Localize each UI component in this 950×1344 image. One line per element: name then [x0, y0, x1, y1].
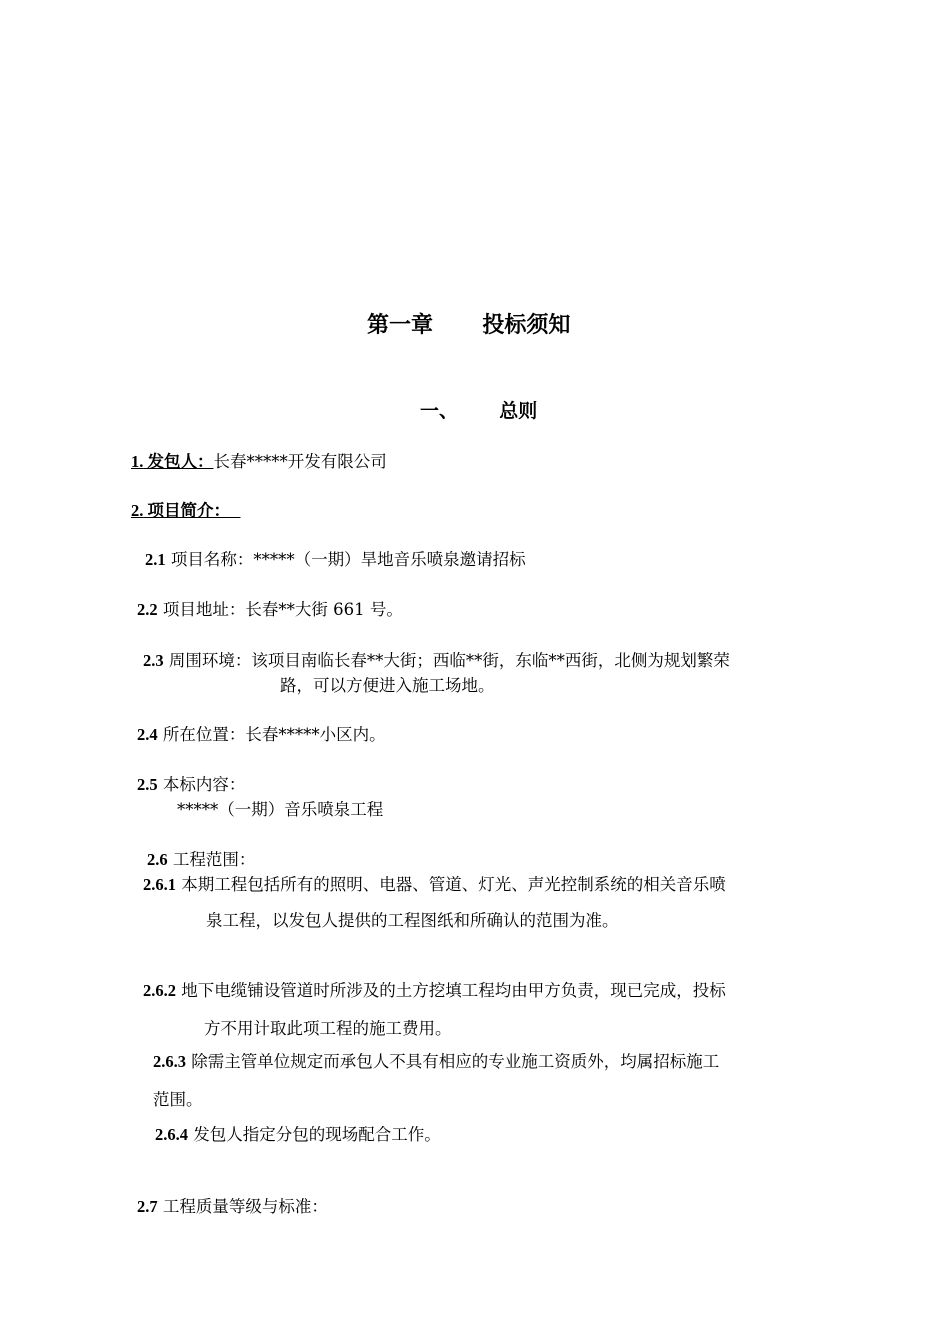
item-2-3	[143, 647, 730, 671]
item-2-2-number: 2.2	[137, 600, 158, 619]
item-2-6-3-line-2: 范围。	[153, 1090, 203, 1109]
section-title: 总则	[499, 400, 538, 422]
item-2-1-text: 项目名称：*****（一期）旱地音乐喷泉邀请招标	[170, 550, 526, 569]
item-2-6-4	[155, 1121, 441, 1145]
item-2-3-number: 2.3	[143, 651, 164, 670]
item-2-7-number: 2.7	[137, 1197, 158, 1216]
item-2-6-3-line-1: 除需主管单位规定而承包人不具有相应的专业施工资质外，均属招标施工	[191, 1052, 720, 1071]
item-2-6-4-text: 发包人指定分包的现场配合工作。	[193, 1125, 441, 1144]
item-1-label: 发包人：	[147, 452, 214, 471]
item-2-6-text: 工程范围：	[172, 850, 256, 869]
item-2-2-text: 项目地址：长春**大街 661 号。	[162, 600, 403, 619]
item-2-4-text: 所在位置：长春*****小区内。	[162, 725, 386, 744]
section-number: 一、	[420, 400, 459, 422]
item-1-value: 长春*****开发有限公司	[213, 452, 387, 471]
chapter-heading	[367, 308, 570, 339]
item-2-1-number: 2.1	[145, 550, 166, 569]
item-2-4	[137, 721, 386, 745]
item-2-3-line-1: 周围环境：该项目南临长春**大街；西临**街，东临**西街，北侧为规划繁荣	[168, 651, 730, 670]
item-2-5-line-1: 本标内容：	[162, 775, 246, 794]
item-2-7-text: 工程质量等级与标准：	[162, 1197, 328, 1216]
item-2-6-2	[143, 977, 726, 1001]
item-2-6-1-line-2: 泉工程，以发包人提供的工程图纸和所确认的范围为准。	[206, 911, 619, 930]
item-2-6-4-number: 2.6.4	[155, 1125, 188, 1144]
item-2-2	[137, 596, 403, 620]
item-2-6	[147, 846, 255, 870]
item-2-number: 2.	[131, 501, 144, 520]
item-2-6-3	[153, 1048, 719, 1072]
item-2-5-number: 2.5	[137, 775, 158, 794]
item-2-6-2-line-2: 方不用计取此项工程的施工费用。	[204, 1019, 452, 1038]
item-2-6-1	[143, 871, 726, 895]
item-1	[131, 448, 387, 472]
item-2-5	[137, 771, 245, 795]
section-heading	[420, 396, 537, 423]
item-2-6-1-number: 2.6.1	[143, 875, 176, 894]
item-2-1	[145, 546, 526, 570]
item-2-6-3-number: 2.6.3	[153, 1052, 186, 1071]
item-2-6-2-line-1: 地下电缆铺设管道时所涉及的土方挖填工程均由甲方负责，现已完成，投标	[181, 981, 726, 1000]
item-2	[131, 497, 241, 521]
item-2-7	[137, 1193, 328, 1217]
item-2-6-2-number: 2.6.2	[143, 981, 176, 1000]
item-2-5-line-2: *****（一期）音乐喷泉工程	[177, 800, 384, 819]
chapter-title: 投标须知	[482, 313, 571, 338]
item-2-6-number: 2.6	[147, 850, 168, 869]
item-2-label: 项目简介：	[147, 501, 230, 520]
item-2-4-number: 2.4	[137, 725, 158, 744]
item-2-3-line-2: 路，可以方便进入施工场地。	[280, 676, 495, 695]
chapter-number: 第一章	[367, 313, 434, 338]
item-2-6-1-line-1: 本期工程包括所有的照明、电器、管道、灯光、声光控制系统的相关音乐喷	[181, 875, 726, 894]
item-1-number: 1.	[131, 452, 144, 471]
